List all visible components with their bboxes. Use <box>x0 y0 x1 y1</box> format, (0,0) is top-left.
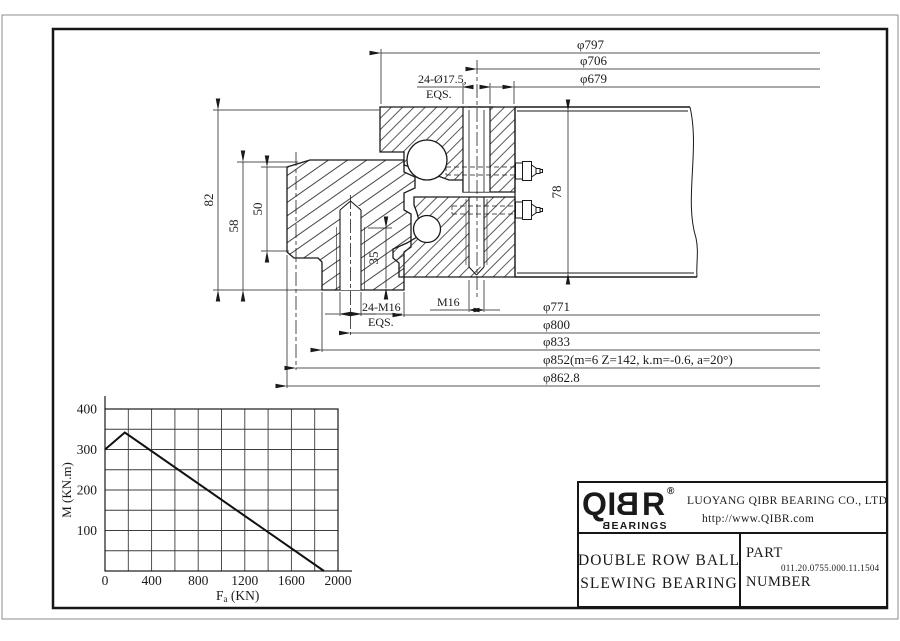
bearing-section <box>287 60 697 370</box>
part-label-line2: NUMBER <box>746 574 812 590</box>
break-line <box>690 107 697 277</box>
chart-x-tick-label: 1200 <box>231 573 259 588</box>
logo-text-r: R <box>642 486 666 522</box>
dim-phi-679: φ679 <box>580 71 608 86</box>
dim-phi-852-gear: φ852(m=6 Z=142, k.m=-0.6, a=20°) <box>543 352 733 367</box>
part-number-value: 011.20.0755.000.11.1504 <box>781 563 880 573</box>
dim-phi-797: φ797 <box>577 37 605 52</box>
chart-x-tick-label: 800 <box>188 573 209 588</box>
callout-24-holes: 24-Ø17.5, <box>418 72 467 86</box>
chart-x-tick-label: 400 <box>141 573 162 588</box>
logo-text-qi: QI <box>582 486 617 522</box>
registered-trademark-icon: ® <box>667 486 675 497</box>
dim-phi-706: φ706 <box>580 53 608 68</box>
logo-sub-b-mirrored: B <box>601 520 610 532</box>
lower-ball <box>414 216 441 243</box>
load-capacity-chart <box>59 396 352 604</box>
logo-sub-earings: EARINGS <box>611 520 668 532</box>
logo-text-b-mirrored: B <box>615 486 639 522</box>
dim-phi-800: φ800 <box>543 317 571 332</box>
callout-24-M16: 24-M16 <box>362 300 401 314</box>
part-label-line1: PART <box>746 545 783 561</box>
callout-24-holes-eqs: EQS. <box>426 87 452 101</box>
callout-24-M16-eqs: EQS. <box>368 315 394 329</box>
dim-phi-771: φ771 <box>543 299 571 314</box>
dim-phi-862-8: φ862.8 <box>543 370 580 385</box>
dim-35: 35 <box>366 251 381 265</box>
chart-y-tick-label: 400 <box>76 401 97 417</box>
chart-x-tick-label: 2000 <box>324 573 352 588</box>
company-name: LUOYANG QIBR BEARING CO., LTD <box>687 495 888 507</box>
chart-x-tick-label: 1600 <box>277 573 305 588</box>
chart-x-tick-label: 0 <box>101 573 109 588</box>
dim-phi-833: φ833 <box>543 334 571 349</box>
dim-82: 82 <box>201 193 216 207</box>
upper-ball <box>407 140 447 180</box>
dim-50: 50 <box>250 202 265 216</box>
ring-side-view-band <box>515 107 697 277</box>
chart-y-tick-label: 200 <box>76 482 97 498</box>
product-name-line2: SLEWING BEARING <box>580 575 738 592</box>
company-website: http://www.QIBR.com <box>702 513 815 525</box>
dim-58: 58 <box>226 219 241 233</box>
dim-78: 78 <box>549 185 564 199</box>
chart-x-axis-title: Fa (KN) <box>216 588 260 604</box>
chart-y-tick-label: 300 <box>76 442 97 457</box>
product-name-line1: DOUBLE ROW BALL <box>578 552 740 569</box>
chart-y-tick-label: 100 <box>76 523 97 538</box>
callout-M16: M16 <box>437 295 460 309</box>
chart-y-axis-title: M (KN.m) <box>59 462 74 518</box>
title-block <box>578 482 887 607</box>
